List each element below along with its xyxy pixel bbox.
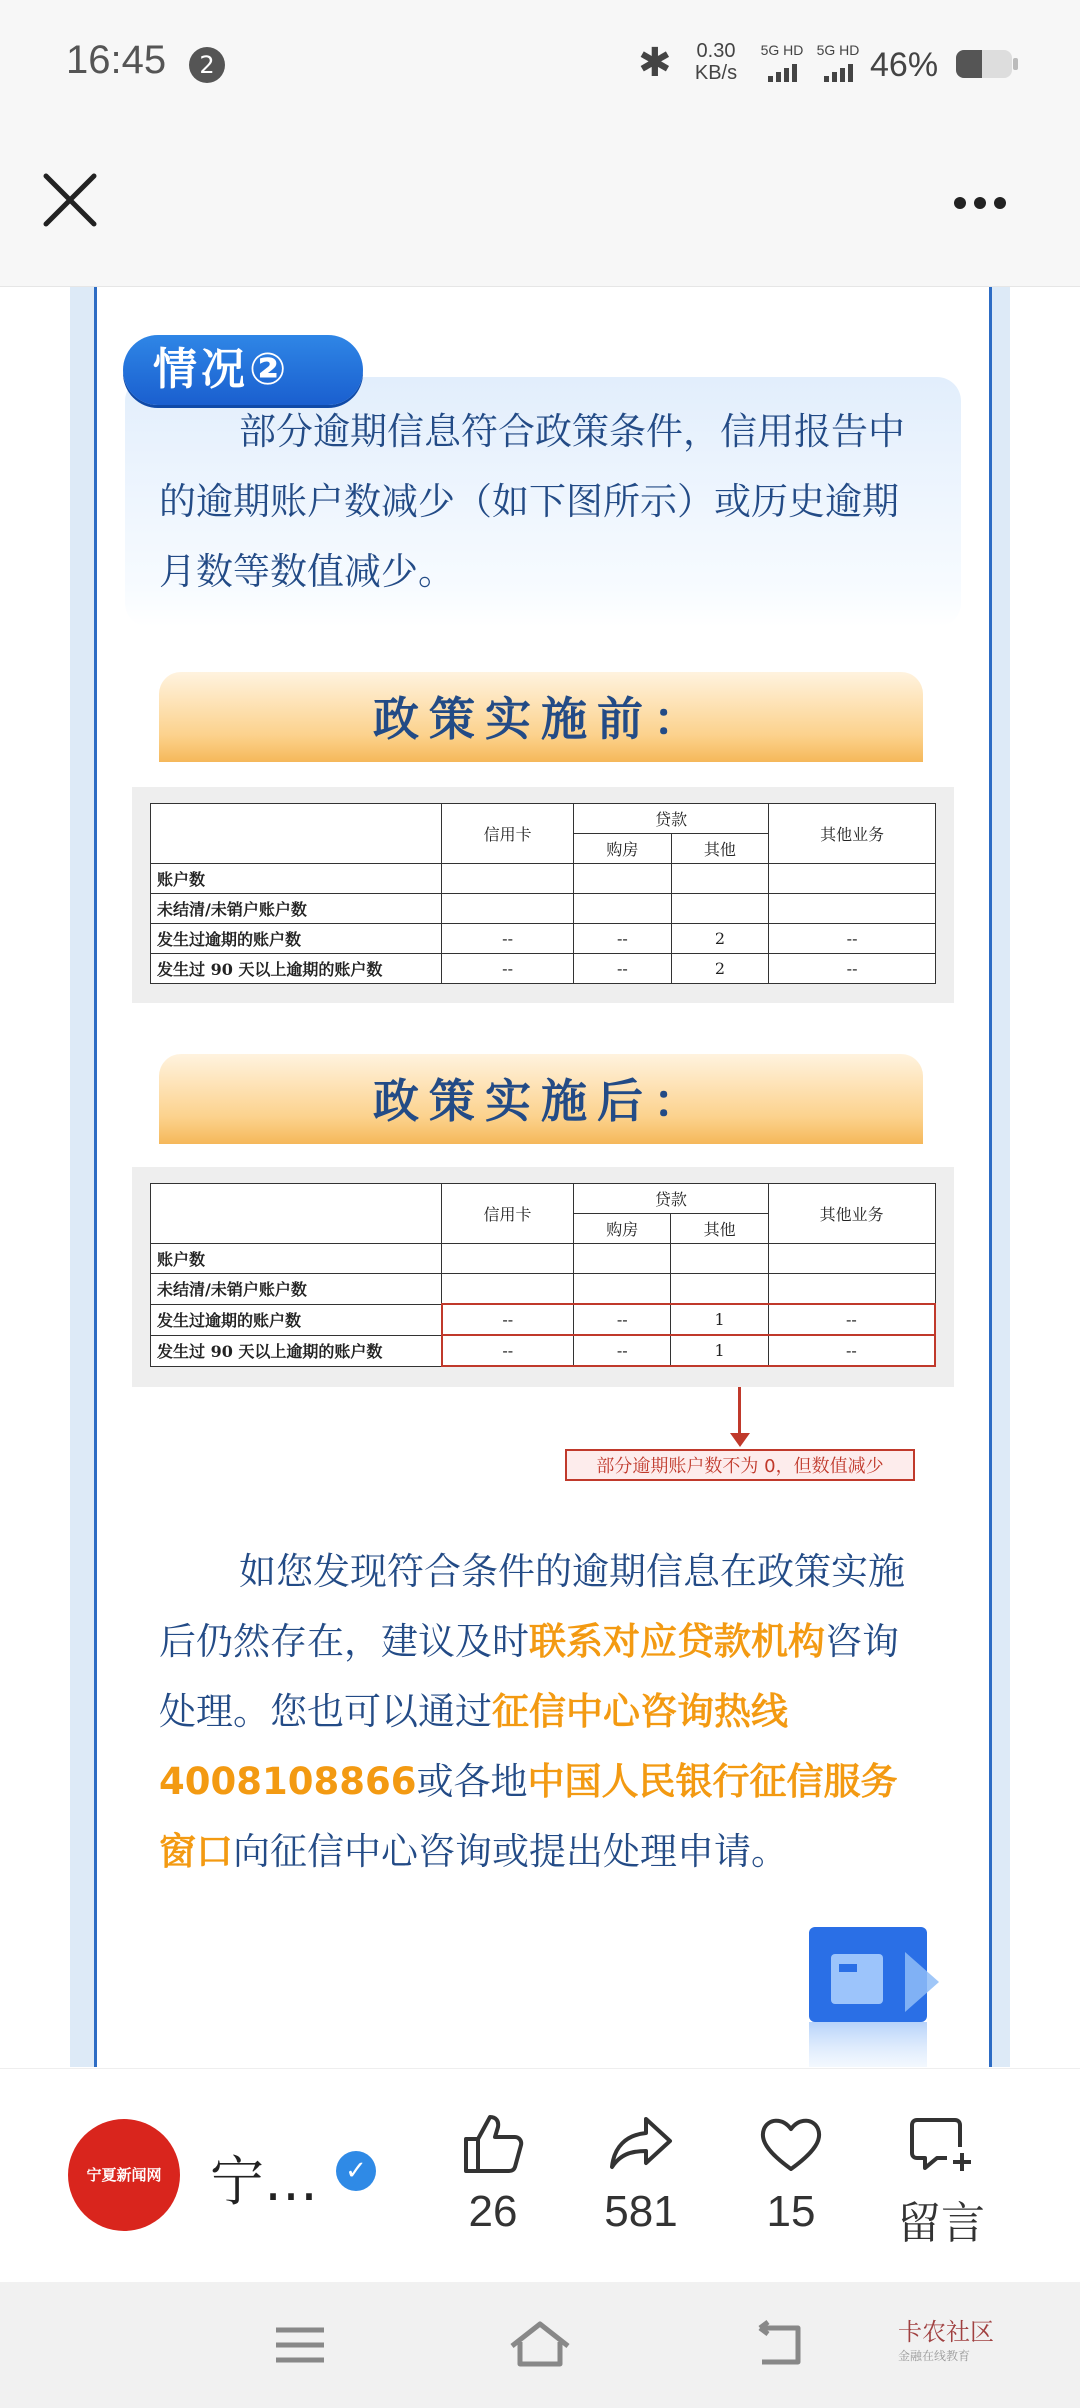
cell [574, 1244, 671, 1274]
bluetooth-icon: ✱ [638, 40, 672, 86]
cell: 2 [671, 954, 769, 984]
cell [671, 894, 769, 924]
row-label: 未结清/未销户账户数 [151, 894, 442, 924]
cell: -- [442, 924, 574, 954]
sim2-signal-icon [808, 42, 868, 82]
network-speed-value: 0.30 [696, 40, 736, 62]
highlight-hotline: 征信中心咨询热线4008108866 [159, 1690, 788, 1803]
highlight-contact-lender: 联系对应贷款机构 [529, 1620, 825, 1663]
back-icon [740, 2320, 820, 2370]
closing-text: 咨询处理。您也可以通过 [159, 1620, 899, 1733]
col-other: 其他 [671, 834, 769, 864]
col-loan: 贷款 [574, 804, 769, 834]
table-row [151, 864, 936, 894]
arrow-down-icon [730, 1433, 750, 1447]
more-horizontal-icon [940, 178, 1020, 228]
col-other-business: 其他业务 [769, 804, 936, 864]
col-loan: 贷款 [574, 1184, 769, 1214]
close-icon [40, 170, 100, 230]
table-row-highlighted [151, 1335, 936, 1366]
cell [768, 1274, 935, 1305]
closing-text: 或各地 [416, 1760, 528, 1803]
cell: -- [574, 1304, 671, 1335]
watermark-subtitle: 金融在线教育 [898, 2349, 971, 2363]
cell: -- [574, 954, 672, 984]
cell: -- [574, 924, 672, 954]
closing-paragraph [159, 1537, 929, 1887]
cell: -- [442, 1335, 574, 1366]
battery-tip [1013, 58, 1018, 70]
col-housing: 购房 [574, 1214, 671, 1244]
row-label: 发生过 90 天以上逾期的账户数 [151, 1335, 442, 1366]
share-button[interactable] [576, 2109, 706, 2237]
cell [769, 864, 936, 894]
cell [442, 864, 574, 894]
col-other: 其他 [671, 1214, 768, 1244]
article-content[interactable] [70, 287, 1010, 2067]
favorite-button[interactable] [726, 2109, 856, 2237]
like-count: 26 [468, 2187, 518, 2236]
col-housing: 购房 [574, 834, 672, 864]
battery-icon [956, 50, 1012, 78]
network-speed [688, 40, 744, 84]
table-corner [151, 1184, 442, 1244]
row-label: 发生过逾期的账户数 [151, 924, 442, 954]
intro-paragraph: 部分逾期信息符合政策条件，信用报告中的逾期账户数减少（如下图所示）或历史逾期月数等数值减少。 [159, 410, 905, 593]
banner-before: 政策实施前： [159, 672, 923, 762]
table-row-highlighted [151, 1304, 936, 1335]
action-bar [0, 2068, 1080, 2283]
document-illustration-icon [809, 1922, 939, 2067]
cell [442, 1274, 574, 1305]
credit-table-before [132, 787, 954, 1003]
cell [769, 894, 936, 924]
closing-text: 向征信中心咨询或提出处理申请。 [233, 1830, 788, 1873]
clock: 16:45 [66, 38, 167, 82]
table-row [151, 1274, 936, 1305]
cell [671, 1244, 768, 1274]
col-credit-card: 信用卡 [442, 1184, 574, 1244]
home-button[interactable] [500, 2320, 580, 2370]
heart-icon [756, 2109, 826, 2179]
row-label: 账户数 [151, 864, 442, 894]
table-row [151, 894, 936, 924]
cell [574, 894, 672, 924]
col-other-business: 其他业务 [768, 1184, 935, 1244]
avatar[interactable]: 宁夏新闻网 [68, 2119, 180, 2231]
status-bar [0, 0, 1080, 130]
sim1-label: 5G HD [760, 42, 804, 58]
cell [574, 864, 672, 894]
share-count: 581 [604, 2187, 678, 2236]
cell: 1 [671, 1335, 768, 1366]
row-label: 发生过逾期的账户数 [151, 1304, 442, 1335]
callout-arrow-line [738, 1387, 741, 1439]
comment-label: 留言 [897, 2199, 985, 2248]
share-arrow-icon [606, 2109, 676, 2179]
row-label: 未结清/未销户账户数 [151, 1274, 442, 1305]
cell: -- [769, 954, 936, 984]
table-row [151, 1244, 936, 1274]
cell [768, 1244, 935, 1274]
system-nav-bar [0, 2282, 1080, 2408]
credit-table-after [132, 1167, 954, 1387]
author-name[interactable]: 宁… [210, 2150, 318, 2213]
cell: -- [442, 954, 574, 984]
menu-icon [260, 2320, 340, 2370]
back-button[interactable] [740, 2320, 820, 2370]
cell: -- [768, 1304, 935, 1335]
cell [671, 1274, 768, 1305]
notification-badge: 2 [189, 47, 225, 83]
watermark-title: 卡农社区 [898, 2318, 994, 2346]
cell: -- [574, 1335, 671, 1366]
comment-add-icon [906, 2109, 976, 2179]
sim1-signal-icon [752, 42, 812, 82]
cell: -- [768, 1335, 935, 1366]
close-button[interactable] [40, 170, 100, 230]
thumbs-up-icon [458, 2109, 528, 2179]
cell [671, 864, 769, 894]
top-bar [0, 130, 1080, 287]
case-tag: 情况② [123, 335, 363, 405]
network-speed-unit: KB/s [694, 62, 738, 84]
col-credit-card: 信用卡 [442, 804, 574, 864]
cell: 1 [671, 1304, 768, 1335]
cell: -- [769, 924, 936, 954]
table-row [151, 924, 936, 954]
menu-button[interactable] [260, 2320, 340, 2370]
cell: 2 [671, 924, 769, 954]
closing-text: 如您发现符合条件的逾期信息在政策实施后仍然存在，建议及时 [159, 1550, 905, 1663]
home-icon [500, 2320, 580, 2370]
cell [574, 1274, 671, 1305]
verified-check-icon: ✓ [336, 2151, 376, 2191]
callout-note: 部分逾期账户数不为 0，但数值减少 [565, 1449, 915, 1481]
cell [442, 1244, 574, 1274]
favorite-count: 15 [766, 2187, 816, 2236]
sim2-label: 5G HD [816, 42, 860, 58]
cell [442, 894, 574, 924]
watermark [898, 2312, 1038, 2364]
credit-table [150, 1183, 936, 1367]
row-label: 发生过 90 天以上逾期的账户数 [151, 954, 442, 984]
comment-button[interactable] [876, 2109, 1006, 2251]
table-row [151, 954, 936, 984]
article-card [94, 287, 992, 2067]
more-button[interactable] [940, 178, 1020, 228]
battery-percent: 46% [870, 46, 939, 84]
highlight-service-window: 中国人民银行征信服务窗口 [159, 1760, 898, 1873]
row-label: 账户数 [151, 1244, 442, 1274]
table-corner [151, 804, 442, 864]
credit-table [150, 803, 936, 984]
banner-after: 政策实施后： [159, 1054, 923, 1144]
cell: -- [442, 1304, 574, 1335]
like-button[interactable] [428, 2109, 558, 2237]
